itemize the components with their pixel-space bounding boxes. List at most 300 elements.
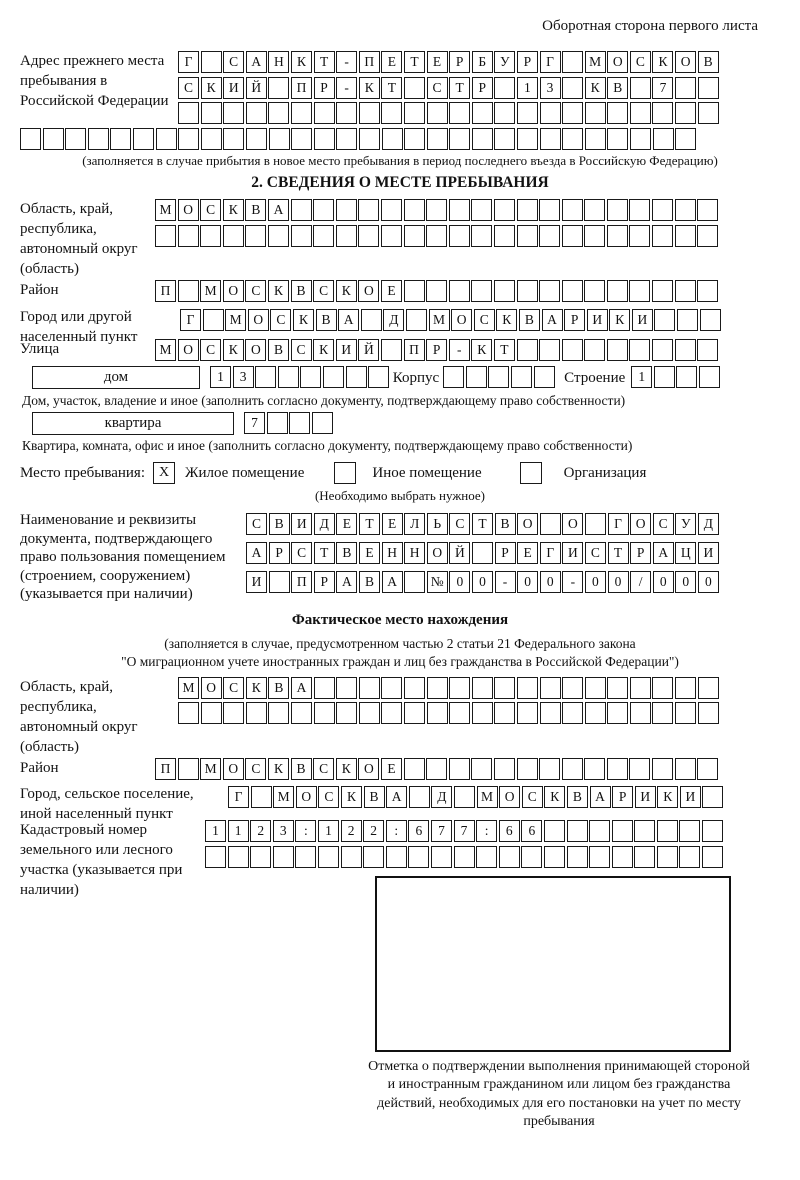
char-cell[interactable] [404, 77, 425, 99]
char-cell[interactable]: 7 [652, 77, 673, 99]
char-cell[interactable]: В [607, 77, 628, 99]
char-cell[interactable]: Н [268, 51, 289, 73]
char-cell[interactable] [472, 677, 493, 699]
char-cell[interactable] [404, 677, 425, 699]
char-cell[interactable]: : [295, 820, 316, 842]
char-cell[interactable]: Р [472, 77, 493, 99]
char-cell[interactable]: А [386, 786, 407, 808]
char-cell[interactable] [255, 366, 276, 388]
char-cell[interactable] [630, 677, 651, 699]
char-cell[interactable] [336, 225, 357, 247]
char-cell[interactable] [250, 846, 271, 868]
char-cell[interactable]: 0 [653, 571, 674, 593]
char-cell[interactable]: С [318, 786, 339, 808]
char-cell[interactable] [88, 128, 109, 150]
char-cell[interactable] [517, 339, 538, 361]
char-cell[interactable] [629, 225, 650, 247]
char-cell[interactable] [612, 820, 633, 842]
char-cell[interactable] [223, 702, 244, 724]
char-cell[interactable] [404, 571, 425, 593]
char-cell[interactable]: С [291, 542, 312, 564]
char-cell[interactable] [431, 846, 452, 868]
char-cell[interactable]: В [567, 786, 588, 808]
char-cell[interactable] [323, 366, 344, 388]
char-cell[interactable] [406, 309, 427, 331]
char-cell[interactable] [585, 128, 606, 150]
char-cell[interactable]: 0 [698, 571, 719, 593]
char-cell[interactable]: 6 [408, 820, 429, 842]
char-cell[interactable]: Р [612, 786, 633, 808]
char-cell[interactable]: 6 [499, 820, 520, 842]
char-cell[interactable]: Г [540, 51, 561, 73]
char-cell[interactable] [205, 846, 226, 868]
char-cell[interactable] [567, 820, 588, 842]
char-cell[interactable]: 3 [540, 77, 561, 99]
char-cell[interactable] [358, 199, 379, 221]
char-cell[interactable] [517, 102, 538, 124]
char-cell[interactable] [494, 702, 515, 724]
char-cell[interactable] [449, 280, 470, 302]
char-cell[interactable] [471, 758, 492, 780]
char-cell[interactable] [562, 102, 583, 124]
char-cell[interactable] [584, 225, 605, 247]
char-cell[interactable] [314, 102, 335, 124]
char-cell[interactable] [702, 820, 723, 842]
char-cell[interactable] [585, 677, 606, 699]
char-cell[interactable]: 3 [233, 366, 254, 388]
char-cell[interactable]: И [246, 571, 267, 593]
char-cell[interactable] [585, 102, 606, 124]
char-cell[interactable]: О [178, 339, 199, 361]
char-cell[interactable] [336, 199, 357, 221]
char-cell[interactable] [223, 102, 244, 124]
char-cell[interactable]: К [268, 280, 289, 302]
char-cell[interactable] [409, 786, 430, 808]
char-cell[interactable]: Р [517, 51, 538, 73]
char-cell[interactable] [404, 225, 425, 247]
char-cell[interactable] [494, 758, 515, 780]
char-cell[interactable]: 0 [517, 571, 538, 593]
char-cell[interactable]: В [291, 758, 312, 780]
char-cell[interactable] [404, 128, 425, 150]
char-cell[interactable] [449, 677, 470, 699]
char-cell[interactable] [540, 677, 561, 699]
char-cell[interactable] [336, 128, 357, 150]
char-cell[interactable] [404, 758, 425, 780]
char-cell[interactable]: 7 [244, 412, 265, 434]
char-cell[interactable] [630, 102, 651, 124]
char-cell[interactable] [652, 339, 673, 361]
char-cell[interactable]: Р [495, 542, 516, 564]
char-cell[interactable] [110, 128, 131, 150]
char-cell[interactable]: О [427, 542, 448, 564]
char-cell[interactable] [246, 102, 267, 124]
char-cell[interactable] [499, 846, 520, 868]
char-cell[interactable] [178, 280, 199, 302]
char-cell[interactable] [629, 758, 650, 780]
char-cell[interactable]: С [245, 280, 266, 302]
char-cell[interactable] [562, 199, 583, 221]
char-cell[interactable]: И [291, 513, 312, 535]
char-cell[interactable] [697, 199, 718, 221]
char-cell[interactable]: Р [314, 77, 335, 99]
char-cell[interactable]: А [542, 309, 563, 331]
char-cell[interactable] [494, 77, 515, 99]
char-cell[interactable] [675, 677, 696, 699]
char-cell[interactable]: Р [564, 309, 585, 331]
char-cell[interactable] [630, 702, 651, 724]
char-cell[interactable] [697, 758, 718, 780]
char-cell[interactable] [449, 702, 470, 724]
char-cell[interactable] [471, 199, 492, 221]
char-cell[interactable]: Е [517, 542, 538, 564]
char-cell[interactable]: О [358, 758, 379, 780]
char-cell[interactable]: М [273, 786, 294, 808]
char-cell[interactable] [449, 199, 470, 221]
char-cell[interactable] [313, 199, 334, 221]
char-cell[interactable] [562, 339, 583, 361]
char-cell[interactable]: Е [382, 513, 403, 535]
char-cell[interactable]: Е [359, 542, 380, 564]
char-cell[interactable]: В [495, 513, 516, 535]
char-cell[interactable] [314, 702, 335, 724]
char-cell[interactable]: Т [359, 513, 380, 535]
char-cell[interactable]: В [268, 677, 289, 699]
char-cell[interactable] [654, 366, 675, 388]
char-cell[interactable]: Р [426, 339, 447, 361]
char-cell[interactable] [567, 846, 588, 868]
char-cell[interactable]: Т [449, 77, 470, 99]
char-cell[interactable] [471, 225, 492, 247]
char-cell[interactable] [133, 128, 154, 150]
char-cell[interactable]: - [336, 51, 357, 73]
char-cell[interactable]: Д [431, 786, 452, 808]
char-cell[interactable] [426, 199, 447, 221]
char-cell[interactable] [652, 225, 673, 247]
char-cell[interactable]: 0 [585, 571, 606, 593]
char-cell[interactable] [336, 102, 357, 124]
char-cell[interactable]: О [607, 51, 628, 73]
char-cell[interactable]: 0 [540, 571, 561, 593]
char-cell[interactable] [675, 758, 696, 780]
char-cell[interactable] [291, 102, 312, 124]
char-cell[interactable]: Г [540, 542, 561, 564]
char-cell[interactable]: С [291, 339, 312, 361]
char-cell[interactable]: В [316, 309, 337, 331]
char-cell[interactable] [314, 128, 335, 150]
char-cell[interactable]: М [155, 199, 176, 221]
char-cell[interactable] [381, 677, 402, 699]
char-cell[interactable] [269, 128, 290, 150]
char-cell[interactable] [200, 225, 221, 247]
char-cell[interactable]: Г [228, 786, 249, 808]
char-cell[interactable] [443, 366, 464, 388]
char-cell[interactable] [267, 412, 288, 434]
char-cell[interactable]: О [358, 280, 379, 302]
char-cell[interactable]: К [652, 51, 673, 73]
char-cell[interactable] [657, 846, 678, 868]
char-cell[interactable] [273, 846, 294, 868]
char-cell[interactable]: Ь [427, 513, 448, 535]
char-cell[interactable] [472, 702, 493, 724]
char-cell[interactable]: А [246, 51, 267, 73]
checkbox-organizatsiya[interactable] [520, 462, 542, 484]
char-cell[interactable] [607, 677, 628, 699]
char-cell[interactable]: Ц [675, 542, 696, 564]
char-cell[interactable] [562, 758, 583, 780]
char-cell[interactable]: 1 [318, 820, 339, 842]
char-cell[interactable] [404, 102, 425, 124]
char-cell[interactable] [539, 339, 560, 361]
char-cell[interactable]: Й [358, 339, 379, 361]
char-cell[interactable] [223, 128, 244, 150]
char-cell[interactable] [472, 542, 493, 564]
char-cell[interactable] [454, 846, 475, 868]
char-cell[interactable]: В [269, 513, 290, 535]
char-cell[interactable] [494, 280, 515, 302]
char-cell[interactable] [291, 702, 312, 724]
char-cell[interactable]: С [246, 513, 267, 535]
char-cell[interactable]: И [632, 309, 653, 331]
char-cell[interactable]: М [429, 309, 450, 331]
char-cell[interactable] [313, 225, 334, 247]
char-cell[interactable] [698, 677, 719, 699]
char-cell[interactable] [427, 702, 448, 724]
char-cell[interactable]: 0 [449, 571, 470, 593]
char-cell[interactable] [562, 280, 583, 302]
char-cell[interactable]: 0 [608, 571, 629, 593]
char-cell[interactable] [472, 102, 493, 124]
char-cell[interactable]: И [562, 542, 583, 564]
char-cell[interactable]: 1 [228, 820, 249, 842]
char-cell[interactable]: 2 [363, 820, 384, 842]
checkbox-zhiloe[interactable]: X [153, 462, 175, 484]
char-cell[interactable] [697, 339, 718, 361]
char-cell[interactable] [246, 702, 267, 724]
char-cell[interactable]: С [449, 513, 470, 535]
char-cell[interactable]: И [698, 542, 719, 564]
char-cell[interactable] [699, 366, 720, 388]
char-cell[interactable]: О [517, 513, 538, 535]
char-cell[interactable] [488, 366, 509, 388]
char-cell[interactable]: С [522, 786, 543, 808]
char-cell[interactable] [381, 339, 402, 361]
char-cell[interactable] [607, 225, 628, 247]
char-cell[interactable]: В [291, 280, 312, 302]
char-cell[interactable] [517, 225, 538, 247]
char-cell[interactable] [426, 225, 447, 247]
char-cell[interactable] [203, 309, 224, 331]
char-cell[interactable]: О [223, 758, 244, 780]
char-cell[interactable] [521, 846, 542, 868]
char-cell[interactable]: А [653, 542, 674, 564]
char-cell[interactable] [454, 786, 475, 808]
char-cell[interactable]: А [590, 786, 611, 808]
char-cell[interactable]: В [359, 571, 380, 593]
char-cell[interactable] [517, 199, 538, 221]
char-cell[interactable] [697, 225, 718, 247]
char-cell[interactable]: С [200, 199, 221, 221]
char-cell[interactable] [698, 77, 719, 99]
char-cell[interactable] [539, 280, 560, 302]
char-cell[interactable]: И [635, 786, 656, 808]
char-cell[interactable] [156, 128, 177, 150]
char-cell[interactable] [346, 366, 367, 388]
char-cell[interactable] [676, 366, 697, 388]
char-cell[interactable] [540, 702, 561, 724]
char-cell[interactable] [652, 280, 673, 302]
char-cell[interactable]: В [268, 339, 289, 361]
char-cell[interactable] [539, 225, 560, 247]
char-cell[interactable] [291, 128, 312, 150]
char-cell[interactable] [584, 199, 605, 221]
char-cell[interactable]: К [471, 339, 492, 361]
char-cell[interactable]: П [291, 571, 312, 593]
char-cell[interactable]: П [291, 77, 312, 99]
char-cell[interactable] [246, 128, 267, 150]
char-cell[interactable] [341, 846, 362, 868]
char-cell[interactable]: О [245, 339, 266, 361]
char-cell[interactable]: Н [382, 542, 403, 564]
char-cell[interactable] [584, 758, 605, 780]
char-cell[interactable] [652, 677, 673, 699]
char-cell[interactable]: Р [630, 542, 651, 564]
char-cell[interactable] [675, 102, 696, 124]
char-cell[interactable] [359, 128, 380, 150]
char-cell[interactable]: К [585, 77, 606, 99]
char-cell[interactable] [562, 225, 583, 247]
char-cell[interactable] [427, 677, 448, 699]
char-cell[interactable] [630, 77, 651, 99]
char-cell[interactable] [381, 102, 402, 124]
char-cell[interactable]: А [291, 677, 312, 699]
char-cell[interactable] [201, 702, 222, 724]
char-cell[interactable]: П [155, 280, 176, 302]
char-cell[interactable] [679, 820, 700, 842]
char-cell[interactable] [251, 786, 272, 808]
char-cell[interactable]: 0 [472, 571, 493, 593]
char-cell[interactable]: К [291, 51, 312, 73]
char-cell[interactable]: 1 [517, 77, 538, 99]
char-cell[interactable]: Г [180, 309, 201, 331]
char-cell[interactable]: Т [494, 339, 515, 361]
char-cell[interactable]: О [675, 51, 696, 73]
checkbox-inoe[interactable] [334, 462, 356, 484]
char-cell[interactable] [268, 77, 289, 99]
char-cell[interactable] [314, 677, 335, 699]
char-cell[interactable] [517, 677, 538, 699]
char-cell[interactable] [427, 102, 448, 124]
char-cell[interactable] [404, 280, 425, 302]
char-cell[interactable]: О [562, 513, 583, 535]
char-cell[interactable] [634, 820, 655, 842]
char-cell[interactable]: М [178, 677, 199, 699]
char-cell[interactable]: К [496, 309, 517, 331]
char-cell[interactable] [466, 366, 487, 388]
char-cell[interactable] [697, 280, 718, 302]
char-cell[interactable]: В [245, 199, 266, 221]
char-cell[interactable] [679, 846, 700, 868]
char-cell[interactable]: И [587, 309, 608, 331]
char-cell[interactable]: С [270, 309, 291, 331]
char-cell[interactable]: - [449, 339, 470, 361]
char-cell[interactable] [657, 820, 678, 842]
char-cell[interactable] [381, 702, 402, 724]
char-cell[interactable]: Е [381, 758, 402, 780]
char-cell[interactable]: К [336, 758, 357, 780]
char-cell[interactable] [675, 77, 696, 99]
char-cell[interactable] [43, 128, 64, 150]
char-cell[interactable]: К [657, 786, 678, 808]
char-cell[interactable] [427, 128, 448, 150]
char-cell[interactable] [540, 513, 561, 535]
char-cell[interactable] [201, 102, 222, 124]
char-cell[interactable]: О [630, 513, 651, 535]
char-cell[interactable]: Р [314, 571, 335, 593]
char-cell[interactable] [585, 513, 606, 535]
char-cell[interactable] [386, 846, 407, 868]
char-cell[interactable] [178, 128, 199, 150]
char-cell[interactable] [607, 339, 628, 361]
char-cell[interactable] [562, 702, 583, 724]
char-cell[interactable]: В [519, 309, 540, 331]
char-cell[interactable]: Е [381, 280, 402, 302]
char-cell[interactable] [652, 102, 673, 124]
char-cell[interactable]: С [223, 677, 244, 699]
char-cell[interactable] [607, 702, 628, 724]
char-cell[interactable] [607, 128, 628, 150]
char-cell[interactable]: К [223, 199, 244, 221]
char-cell[interactable]: 1 [210, 366, 231, 388]
char-cell[interactable]: М [200, 280, 221, 302]
char-cell[interactable] [494, 199, 515, 221]
char-cell[interactable] [589, 820, 610, 842]
char-cell[interactable]: 7 [431, 820, 452, 842]
char-cell[interactable] [675, 280, 696, 302]
char-cell[interactable] [382, 128, 403, 150]
char-cell[interactable] [544, 820, 565, 842]
char-cell[interactable] [494, 102, 515, 124]
char-cell[interactable] [562, 677, 583, 699]
char-cell[interactable] [562, 51, 583, 73]
char-cell[interactable] [223, 225, 244, 247]
char-cell[interactable]: М [155, 339, 176, 361]
char-cell[interactable]: К [293, 309, 314, 331]
char-cell[interactable] [291, 225, 312, 247]
char-cell[interactable] [539, 758, 560, 780]
char-cell[interactable] [269, 571, 290, 593]
char-cell[interactable]: К [268, 758, 289, 780]
char-cell[interactable]: О [223, 280, 244, 302]
char-cell[interactable] [652, 702, 673, 724]
char-cell[interactable] [426, 280, 447, 302]
char-cell[interactable] [471, 280, 492, 302]
char-cell[interactable]: 3 [273, 820, 294, 842]
char-cell[interactable] [228, 846, 249, 868]
char-cell[interactable]: В [336, 542, 357, 564]
char-cell[interactable]: О [499, 786, 520, 808]
char-cell[interactable] [539, 199, 560, 221]
char-cell[interactable] [178, 758, 199, 780]
char-cell[interactable] [201, 128, 222, 150]
char-cell[interactable]: К [223, 339, 244, 361]
char-cell[interactable]: Й [449, 542, 470, 564]
char-cell[interactable] [698, 102, 719, 124]
char-cell[interactable]: Л [404, 513, 425, 535]
char-cell[interactable]: И [336, 339, 357, 361]
char-cell[interactable] [178, 225, 199, 247]
char-cell[interactable]: : [476, 820, 497, 842]
